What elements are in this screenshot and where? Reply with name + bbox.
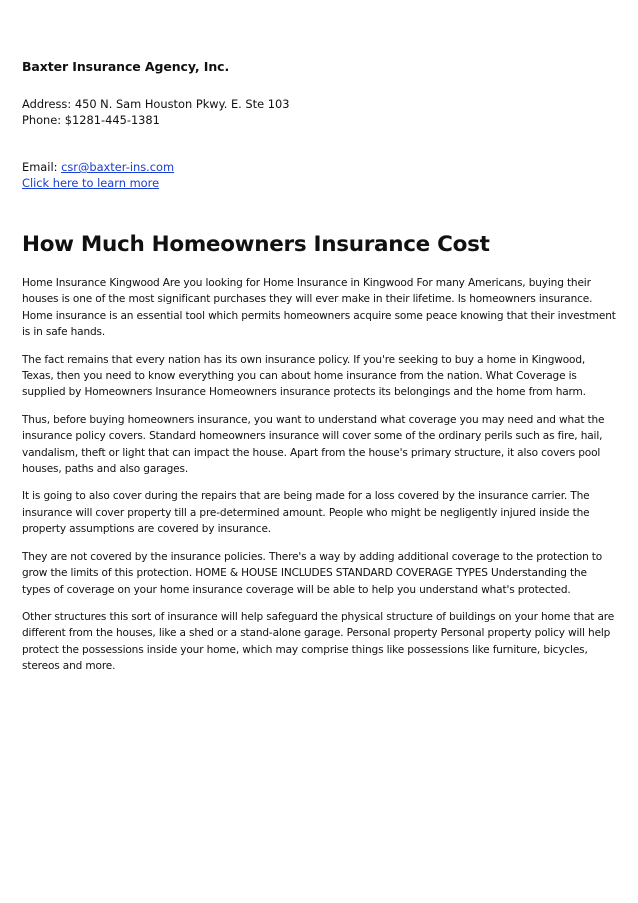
address-block	[22, 96, 289, 128]
address-line: Address: 450 N. Sam Houston Pkwy. E. Ste 103	[22, 97, 290, 111]
article-paragraph: Thus, before buying homeowners insurance, you want to understand what coverage you may need and what the insurance policy covers. Standard homeowners insurance will cover some of the ordinary perils such as fire, hail, vandalism, theft or light that can impact the house. Apart from the house's primary structure, it also covers pool houses, paths and also garages.	[22, 413, 605, 476]
email-label: Email:	[22, 160, 62, 174]
company-name: Baxter Insurance Agency, Inc.	[22, 59, 230, 74]
email-link[interactable]: csr@baxter-ins.com	[61, 160, 175, 174]
learn-more-link[interactable]: Click here to learn more	[22, 176, 160, 190]
article-title: How Much Homeowners Insurance Cost	[22, 232, 490, 257]
learn-more-line	[22, 175, 174, 191]
article-paragraph: Other structures this sort of insurance will help safeguard the physical structure of buildings on your home that are different from the houses, like a shed or a stand-alone garage. Personal property Personal property policy will help protect the possessions inside your home, which may comprise things like possessions like furniture, bicycles, stereos and more.	[22, 610, 615, 673]
article-paragraph: The fact remains that every nation has its own insurance policy. If you're seeking to buy a home in Kingwood, Texas, then you need to know everything you can about home insurance from the nation. What Coverage is supplied by Homeowners Insurance Homeowners insurance protects its belongings and the home from harm.	[22, 353, 586, 399]
article-paragraph: Home Insurance Kingwood Are you looking for Home Insurance in Kingwood For many Americans, buying their houses is one of the most significant purchases they will ever make in their lifetime. Is homeowners insurance. Home insurance is an essential tool which permits homeowners acquire some peace knowing that their investment is in safe hands.	[22, 277, 616, 339]
contact-block	[22, 159, 174, 191]
article-paragraph: It is going to also cover during the repairs that are being made for a loss covered by the insurance carrier. The insurance will cover property till a pre-determined amount. People who might be negligently injured inside the property assumptions are covered by insurance.	[22, 490, 590, 536]
phone-line: Phone: $1281-445-1381	[22, 113, 160, 127]
article-paragraph: They are not covered by the insurance policies. There's a way by adding additional coverage to the protection to grow the limits of this protection. HOME & HOUSE INCLUDES STANDARD COVERAGE TYPES Understanding the types of coverage on your home insurance coverage will be able to help you understand what's protected.	[22, 550, 603, 596]
email-line	[22, 159, 174, 175]
article-body	[22, 275, 616, 686]
